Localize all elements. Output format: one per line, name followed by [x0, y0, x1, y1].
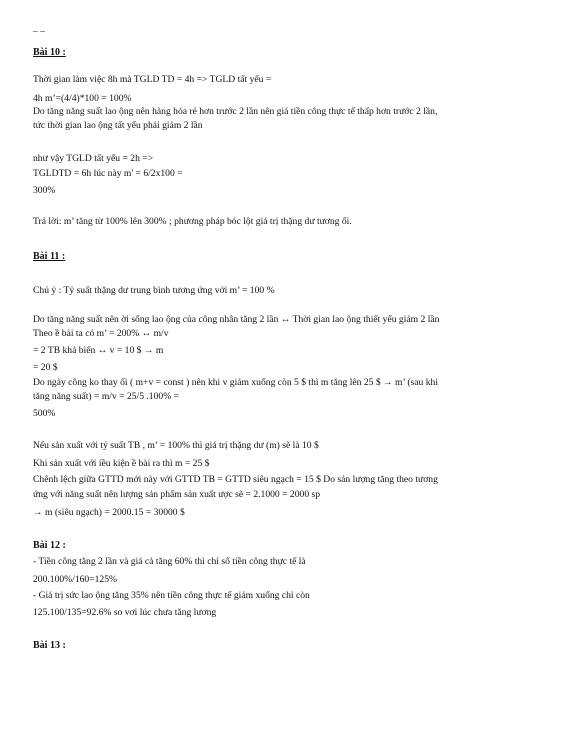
heading-bai-11: Bài 11 : — [33, 251, 66, 262]
bai10-line: Do tăng năng suất lao ộng nên hàng hóa rẻ hơn trước 2 lần nên giá tiền công thực tế thấp hơn trước 2 lần, — [33, 106, 438, 117]
bai10-line: tức thời gian lao ộng tất yếu phải giảm 2 lần — [33, 120, 203, 131]
bai11-line: Khi sản xuất với iều kiện ề bài ra thì m = 25 $ — [33, 458, 210, 469]
top-mark: – – — [33, 26, 45, 37]
bai12-line: - Giá trị sức lao ộng tăng 35% nên tiền công thực tế giảm xuống chỉ còn — [33, 590, 310, 601]
bai12-line: 200.100%/160=125% — [33, 574, 118, 585]
bai11-line: Do ngày công ko thay ổi ( m+v = const ) nên khi v giảm xuống còn 5 $ thì m tăng lên 25 $ → m’ (sau khi — [33, 377, 438, 388]
bai10-line: 300% — [33, 185, 56, 196]
bai11-line: Nếu sản xuất với tỷ suất TB , m’ = 100% thì giá trị thặng dư (m) sẽ là 10 $ — [33, 440, 319, 451]
bai11-line: → m (siêu ngạch) = 2000.15 = 30000 $ — [33, 507, 185, 518]
bai11-line: Chênh lệch giữa GTTD mới này với GTTD TB = GTTD siêu ngạch = 15 $ Do sản lượng tăng theo tương — [33, 474, 438, 485]
bai11-line: ứng với năng suất nên lượng sản phẩm sản xuất ược sẽ = 2.1000 = 2000 sp — [33, 489, 321, 500]
bai11-line: Do tăng năng suất nên ời sống lao ộng của công nhân tăng 2 lần ↔ Thời gian lao ộng thiết yếu giảm 2 lần — [33, 314, 440, 325]
bai10-line: như vậy TGLD tất yếu = 2h => — [33, 153, 154, 164]
heading-bai-13: Bài 13 : — [33, 640, 66, 651]
bai11-line: = 20 $ — [33, 362, 58, 373]
bai12-line: - Tiền công tăng 2 lần và giá cả tăng 60% thì chỉ số tiền công thực tế là — [33, 556, 306, 567]
bai10-line: 4h m’=(4/4)*100 = 100% — [33, 93, 132, 104]
bai12-line: 125.100/135=92.6% so vơi lúc chưa tăng lương — [33, 607, 217, 618]
heading-bai-12: Bài 12 : — [33, 540, 66, 551]
heading-bai-10: Bài 10 : — [33, 47, 66, 58]
bai10-line: TGLDTD = 6h lúc này m' = 6/2x100 = — [33, 168, 183, 179]
bai11-line: = 2 TB khả biến ↔ v = 10 $ → m — [33, 345, 164, 356]
bai11-note: Chú ý : Tỷ suất thặng dư trung bình tương ứng với m’ = 100 % — [33, 285, 275, 296]
bai11-line: 500% — [33, 408, 56, 419]
bai10-answer: Trả lời: m’ tăng từ 100% lên 300% ; phương pháp bóc lột giá trị thặng dư tương ối. — [33, 216, 352, 227]
bai10-line: Thời gian làm việc 8h mà TGLD TD = 4h => TGLD tất yếu = — [33, 74, 272, 85]
bai11-line: tăng năng suất) = m/v = 25/5 .100% = — [33, 391, 179, 402]
bai11-line: Theo ề bài ta có m’ = 200% ↔ m/v — [33, 328, 169, 339]
